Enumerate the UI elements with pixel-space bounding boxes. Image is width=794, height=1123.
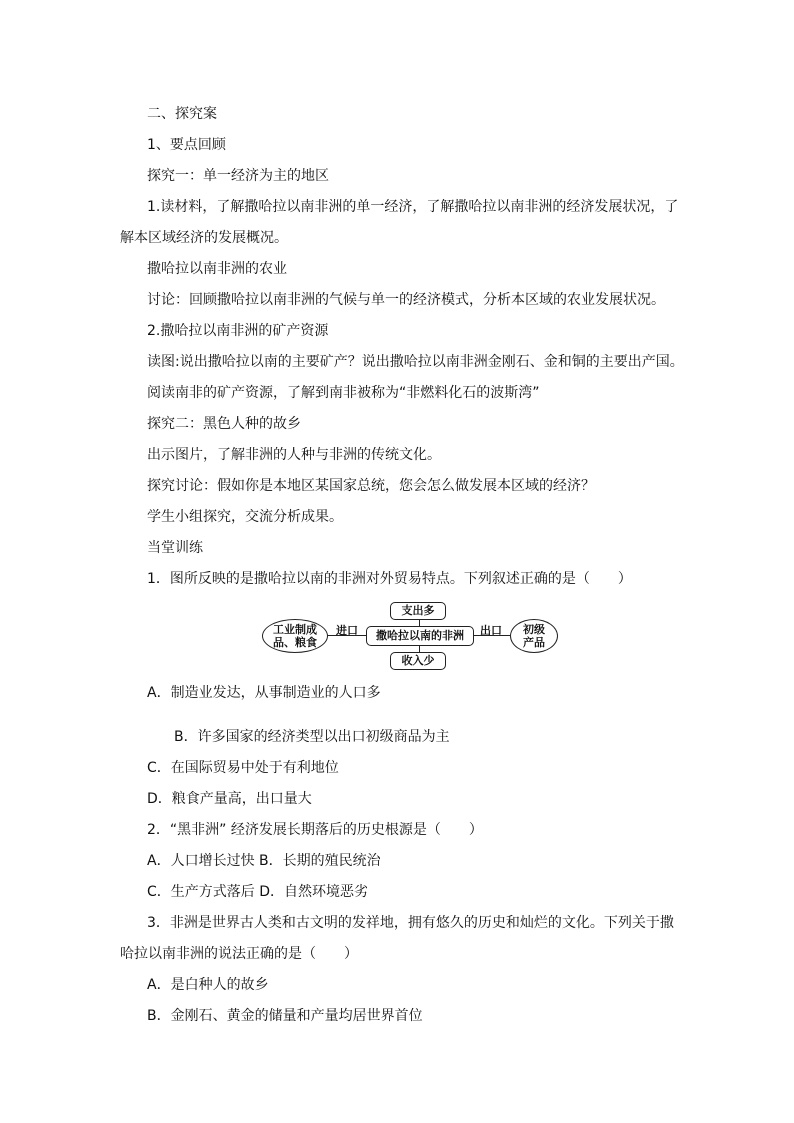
text-line: A．人口增长过快 B．长期的殖民统治 (147, 853, 381, 869)
text-line: C．生产方式落后 D．自然环境恶劣 (147, 884, 369, 900)
text-line: 哈拉以南非洲的说法正确的是（ ） (120, 946, 358, 962)
text-line: 出示图片，了解非洲的人种与非洲的传统文化。 (147, 447, 441, 463)
text-line: 探究二：黑色人种的故乡 (147, 416, 301, 432)
text-line: 读图:说出撒哈拉以南的主要矿产？说出撒哈拉以南非洲金刚石、金和铜的主要出产国。 (147, 354, 684, 370)
left-node-manufactured-goods (262, 619, 328, 653)
text-line: 解本区域经济的发展概况。 (120, 230, 288, 246)
text-line: A．制造业发达，从事制造业的人口多 (147, 685, 381, 701)
left-node-line1: 工业制成 (273, 623, 317, 636)
left-node-line2: 品、粮食 (273, 636, 317, 649)
right-node-primary-products (510, 619, 558, 653)
trade-diagram (262, 602, 562, 672)
text-line: A．是白种人的故乡 (147, 977, 269, 993)
text-line: 当堂训练 (147, 540, 203, 556)
text-line: 2.撒哈拉以南非洲的矿产资源 (147, 323, 329, 339)
text-line: 讨论：回顾撒哈拉以南非洲的气候与单一的经济模式，分析本区域的农业发展状况。 (147, 292, 665, 308)
center-node-sub-saharan-africa: 撒哈拉以南的非洲 (366, 626, 474, 646)
import-label: 进口 (336, 624, 358, 637)
text-line: D．粮食产量高，出口量大 (147, 791, 312, 807)
text-line: 探究讨论：假如你是本地区某国家总统，您会怎么做发展本区域的经济？ (147, 478, 595, 494)
text-line: 1.读材料，了解撒哈拉以南非洲的单一经济，了解撒哈拉以南非洲的经济发展状况，了 (147, 199, 679, 215)
text-line: 3．非洲是世界古人类和古文明的发祥地，拥有悠久的历史和灿烂的文化。下列关于撒 (147, 915, 674, 931)
export-label: 出口 (480, 624, 502, 637)
text-line: 阅读南非的矿产资源，了解到南非被称为“非燃料化石的波斯湾” (147, 385, 540, 401)
right-node-line1: 初级 (523, 623, 545, 636)
text-line: B．许多国家的经济类型以出口初级商品为主 (174, 729, 450, 745)
text-line: C．在国际贸易中处于有利地位 (147, 760, 339, 776)
text-line: 探究一：单一经济为主的地区 (147, 168, 329, 184)
text-line: B．金刚石、黄金的储量和产量均居世界首位 (147, 1008, 423, 1024)
text-line: 1、要点回顾 (147, 137, 226, 153)
text-line: 学生小组探究，交流分析成果。 (147, 509, 343, 525)
text-line: 撒哈拉以南非洲的农业 (147, 261, 287, 277)
text-line: 2．“黑非洲” 经济发展长期落后的历史根源是（ ） (147, 822, 483, 838)
right-node-line2: 产品 (523, 636, 545, 649)
text-line: 1．图所反映的是撒哈拉以南的非洲对外贸易特点。下列叙述正确的是（ ） (147, 571, 632, 587)
text-line: 二、探究案 (147, 106, 217, 122)
bottom-node-low-income: 收入少 (390, 652, 446, 670)
top-node-high-expenditure: 支出多 (390, 602, 446, 620)
